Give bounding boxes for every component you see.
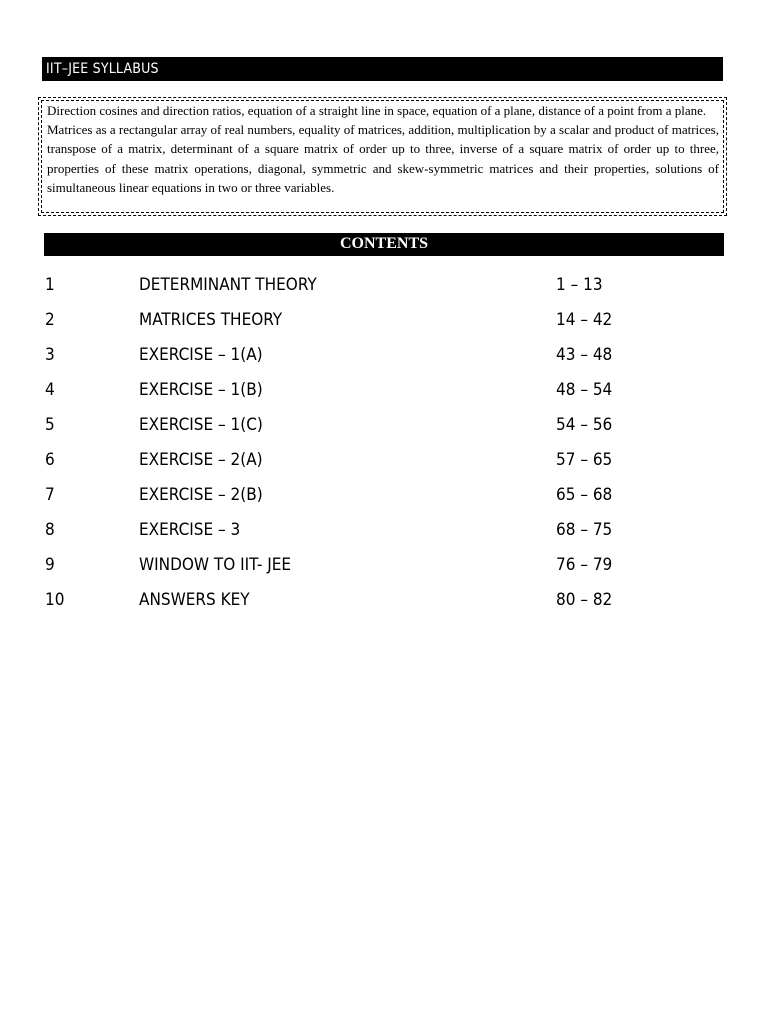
syllabus-paragraph: Direction cosines and direction ratios, equation of a straight line in space, equation of a plane, distance of a point from a plane. (47, 103, 707, 118)
toc-number: 5 (45, 415, 55, 435)
syllabus-heading: IIT–JEE SYLLABUS (42, 57, 723, 81)
toc-title: ANSWERS KEY (139, 590, 250, 610)
toc-number: 4 (45, 380, 55, 400)
toc-number: 2 (45, 310, 55, 330)
toc-pages: 43 – 48 (556, 345, 613, 365)
toc-number: 8 (45, 520, 55, 540)
toc-number: 3 (45, 345, 55, 365)
toc-pages: 54 – 56 (556, 415, 613, 435)
toc-title: MATRICES THEORY (139, 310, 283, 330)
toc-row[interactable] (45, 303, 685, 338)
toc-number: 1 (45, 275, 55, 295)
toc-title: WINDOW TO IIT- JEE (139, 555, 292, 575)
toc-row[interactable] (45, 408, 685, 443)
toc-row[interactable] (45, 373, 685, 408)
toc-pages: 48 – 54 (556, 380, 613, 400)
toc-number: 7 (45, 485, 55, 505)
toc-pages: 1 – 13 (556, 275, 603, 295)
toc-title: EXERCISE – 1(A) (139, 345, 263, 365)
toc-title: EXERCISE – 1(B) (139, 380, 263, 400)
toc-row[interactable] (45, 268, 685, 303)
toc-row[interactable] (45, 513, 685, 548)
toc-pages: 68 – 75 (556, 520, 613, 540)
contents-heading: CONTENTS (44, 233, 724, 256)
toc-title: EXERCISE – 3 (139, 520, 241, 540)
toc-number: 10 (45, 590, 65, 610)
toc-row[interactable] (45, 548, 685, 583)
toc-title: EXERCISE – 2(A) (139, 450, 263, 470)
toc-title: EXERCISE – 2(B) (139, 485, 263, 505)
toc-row[interactable] (45, 443, 685, 478)
toc-pages: 76 – 79 (556, 555, 613, 575)
toc-number: 9 (45, 555, 55, 575)
toc-number: 6 (45, 450, 55, 470)
toc-pages: 14 – 42 (556, 310, 613, 330)
toc-row[interactable] (45, 583, 685, 618)
toc-title: DETERMINANT THEORY (139, 275, 317, 295)
toc-pages: 57 – 65 (556, 450, 613, 470)
toc-title: EXERCISE – 1(C) (139, 415, 263, 435)
toc-row[interactable] (45, 338, 685, 373)
table-of-contents (45, 268, 685, 618)
toc-pages: 80 – 82 (556, 590, 613, 610)
syllabus-box (38, 97, 727, 216)
syllabus-paragraph: Matrices as a rectangular array of real numbers, equality of matrices, addition, multiplication by a scalar and product of matrices, transpose of a matrix, determinant of a square matrix of order up to three, inverse of a square matrix of order up to three, properties of these matrix operations, diagonal, symmetric and skew-symmetric matrices and their properties, solutions of simultaneous linear equations in two or three variables. (47, 122, 719, 195)
toc-pages: 65 – 68 (556, 485, 613, 505)
toc-row[interactable] (45, 478, 685, 513)
